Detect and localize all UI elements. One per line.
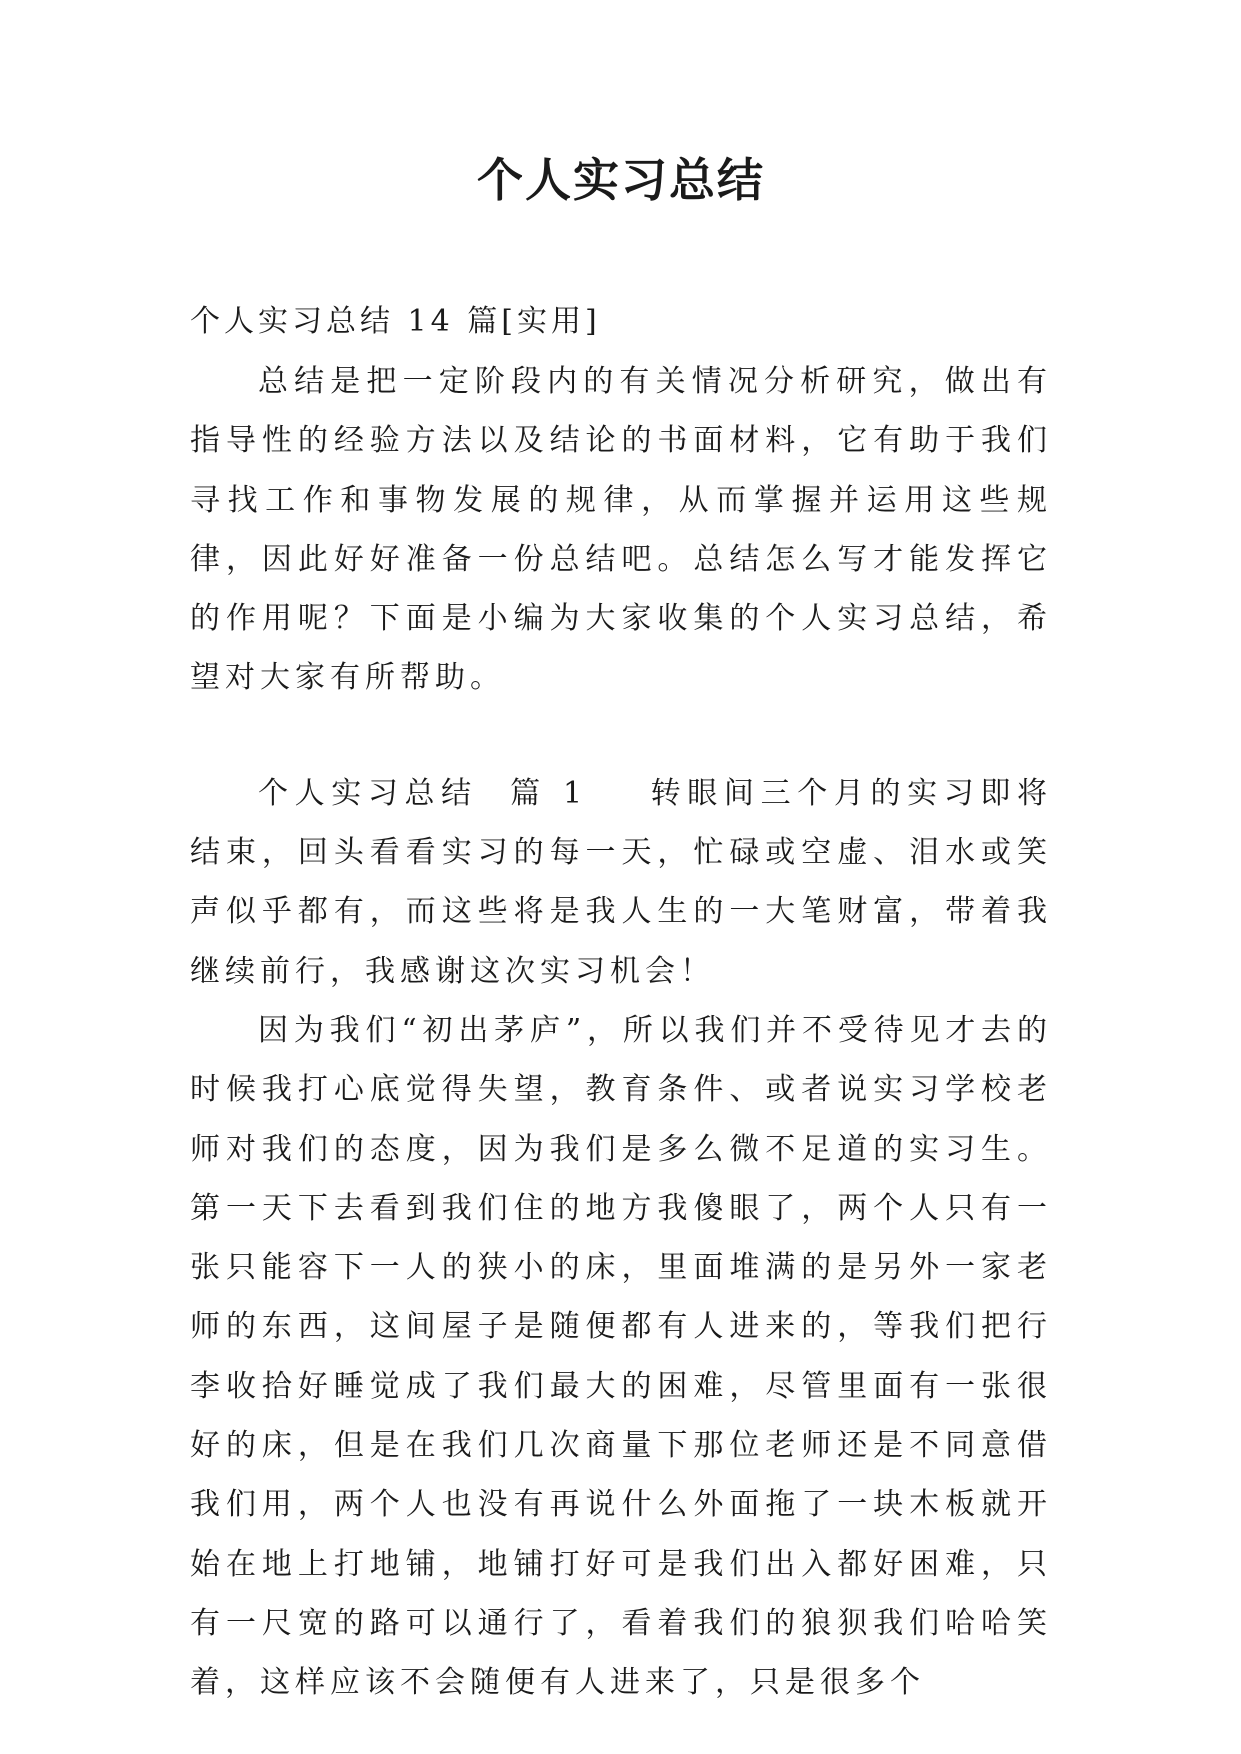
section1-lead-text: 转眼间三个月的实习即将结束，回头看看实习的每一天，忙碌或空虚、泪水或笑声似乎都有，而这些将是我人生的一大笔财富，带着我继续前行，我感谢这次实习机会！ — [190, 775, 1052, 989]
intro-paragraph: 总结是把一定阶段内的有关情况分析研究，做出有指导性的经验方法以及结论的书面材料，它有助于我们寻找工作和事物发展的规律，从而掌握并运用这些规律，因此好好准备一份总结吧。总结怎么写才能发挥它的作用呢？下面是小编为大家收集的个人实习总结，希望对大家有所帮助。 — [190, 364, 1052, 696]
document-page — [190, 0, 1052, 1713]
section1-heading: 个人实习总结 篇 1 — [258, 775, 588, 811]
section1-second-paragraph: 因为我们“初出茅庐”，所以我们并不受待见才去的时候我打心底觉得失望，教育条件、或者说实习学校老师对我们的态度，因为我们是多么微不足道的实习生。第一天下去看到我们住的地方我傻眼了，两个人只有一张只能容下一人的狭小的床，里面堆满的是另外一家老师的东西，这间屋子是随便都有人进来的，等我们把行李收拾好睡觉成了我们最大的困难，尽管里面有一张很好的床，但是在我们几次商量下那位老师还是不同意借我们用，两个人也没有再说什么外面拖了一块木板就开始在地上打地铺，地铺打好可是我们出入都好困难，只有一尺宽的路可以通行了，看着我们的狼狈我们哈哈笑着，这样应该不会随便有人进来了，只是很多个 — [190, 1012, 1052, 1701]
document-title: 个人实习总结 — [477, 153, 765, 207]
document-subtitle: 个人实习总结 14 篇[实用] — [190, 304, 601, 339]
section1-first-paragraph — [190, 764, 1052, 1001]
